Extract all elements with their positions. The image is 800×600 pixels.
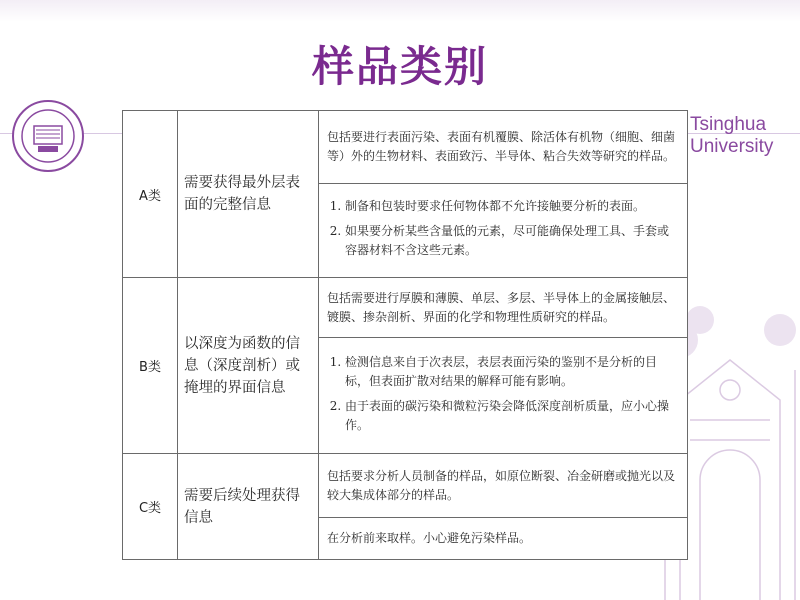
requirement-cell: 需要后续处理获得信息 xyxy=(178,454,319,560)
notes-cell xyxy=(319,184,688,278)
university-wordmark xyxy=(690,114,800,158)
table-row xyxy=(123,278,688,338)
description-cell: 包括需要进行厚膜和薄膜、单层、多层、半导体上的金属接触层、镀膜、掺杂剖析、界面的化学和物理性质研究的样品。 xyxy=(319,278,688,338)
category-cell: A类 xyxy=(123,111,178,278)
brand-line-2: University xyxy=(690,136,774,157)
list-item: 2. 由于表面的碳污染和微粒污染会降低深度剖析质量，应小心操作。 xyxy=(345,397,679,435)
list-item: 2. 如果要分析某些含量低的元素，尽可能确保处理工具、手套或容器材料不含这些元素。 xyxy=(345,222,679,260)
requirement-cell: 需要获得最外层表面的完整信息 xyxy=(178,111,319,278)
requirement-cell: 以深度为函数的信息（深度剖析）或掩埋的界面信息 xyxy=(178,278,319,454)
description-cell: 包括要求分析人员制备的样品，如原位断裂、冶金研磨或抛光以及较大集成体部分的样品。 xyxy=(319,454,688,518)
tsinghua-seal-logo xyxy=(10,98,86,174)
notes-list xyxy=(327,353,679,435)
table-row xyxy=(123,454,688,518)
brand-line-1: Tsinghua xyxy=(690,114,767,135)
list-item: 1. 制备和包装时要求任何物体都不允许接触要分析的表面。 xyxy=(345,197,679,216)
list-item: 1. 检测信息来自于次表层，表层表面污染的鉴别不是分析的目标，但表面扩散对结果的解释可能有影响。 xyxy=(345,353,679,391)
notes-cell: 在分析前来取样。小心避免污染样品。 xyxy=(319,518,688,560)
category-cell: C类 xyxy=(123,454,178,560)
notes-list xyxy=(327,197,679,260)
top-band xyxy=(0,0,800,22)
table-row xyxy=(123,111,688,184)
category-cell: B类 xyxy=(123,278,178,454)
page-title: 样品类别 xyxy=(311,42,488,91)
sample-category-table xyxy=(122,110,688,560)
notes-cell xyxy=(319,338,688,454)
description-cell: 包括要进行表面污染、表面有机覆膜、除活体有机物（细胞、细菌等）外的生物材料、表面致污、半导体、粘合失效等研究的样品。 xyxy=(319,111,688,184)
